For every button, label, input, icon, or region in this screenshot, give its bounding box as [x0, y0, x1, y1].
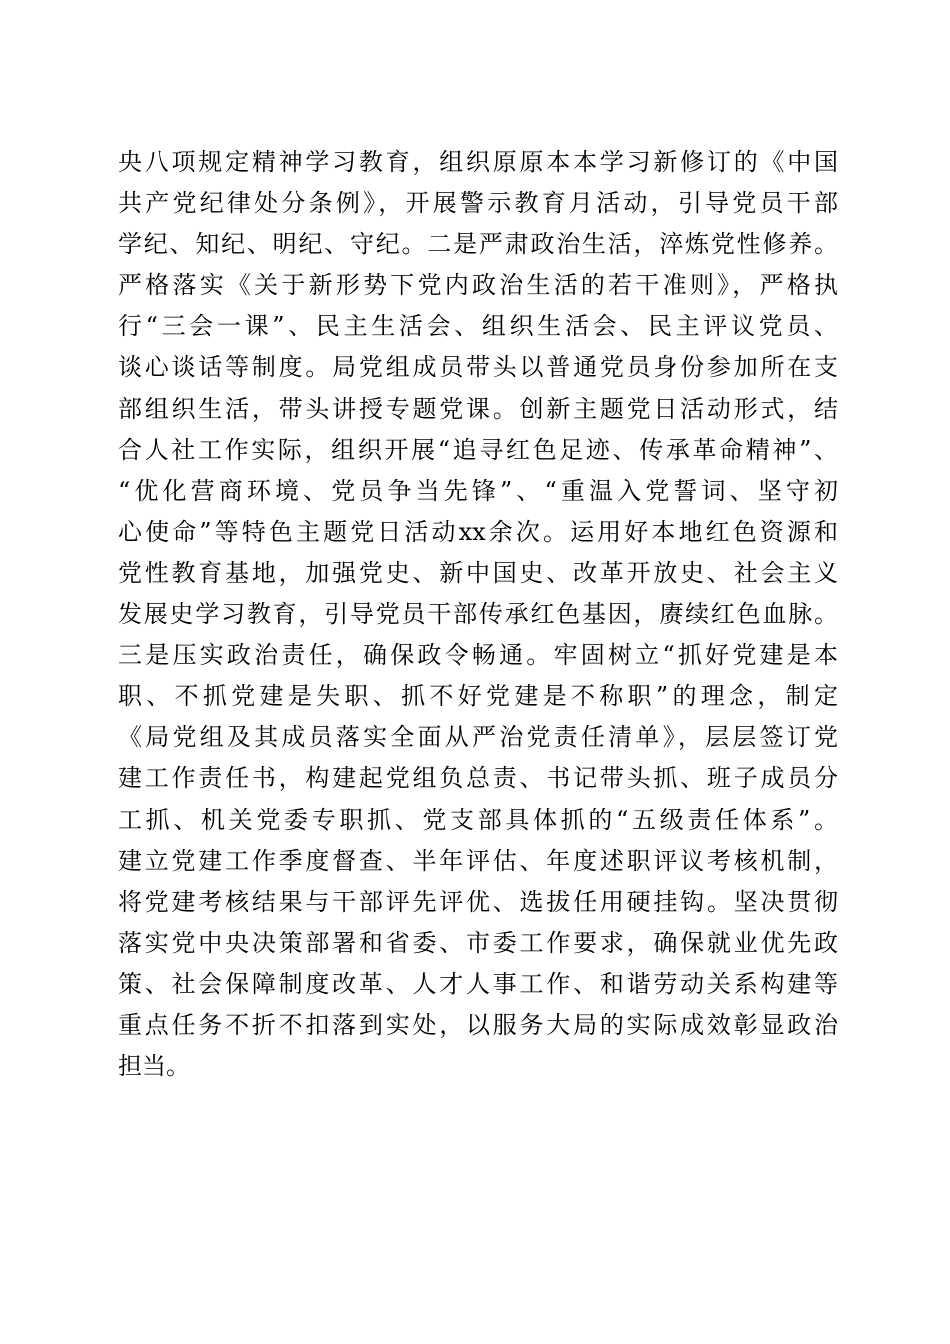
- text-line: “优化营商环境、党员争当先锋”、“重温入党誓词、坚守初: [118, 476, 838, 505]
- text-line: 《局党组及其成员落实全面从严治党责任清单》，层层签订党: [118, 723, 838, 752]
- text-line: 党性教育基地，加强党史、新中国史、改革开放史、社会主义: [118, 558, 838, 587]
- text-line-last: 担当。: [118, 1052, 190, 1081]
- text-line: 职、不抓党建是失职、抓不好党建是不称职”的理念，制定: [118, 682, 838, 711]
- text-line: 行“三会一课”、民主生活会、组织生活会、民主评议党员、: [118, 312, 838, 341]
- text-line: 部组织生活，带头讲授专题党课。创新主题党日活动形式，结: [118, 394, 838, 423]
- text-line: 心使命”等特色主题党日活动xx余次。运用好本地红色资源和: [118, 517, 838, 546]
- text-line: 共产党纪律处分条例》，开展警示教育月活动，引导党员干部: [118, 189, 838, 218]
- text-line: 建立党建工作季度督查、半年评估、年度述职评议考核机制，: [118, 846, 838, 875]
- text-line: 谈心谈话等制度。局党组成员带头以普通党员身份参加所在支: [118, 353, 838, 382]
- text-line: 合人社工作实际，组织开展“追寻红色足迹、传承革命精神”、: [118, 435, 838, 464]
- text-line: 重点任务不折不扣落到实处，以服务大局的实际成效彰显政治: [118, 1010, 838, 1039]
- text-line: 落实党中央决策部署和省委、市委工作要求，确保就业优先政: [118, 928, 838, 957]
- text-line: 学纪、知纪、明纪、守纪。二是严肃政治生活，淬炼党性修养。: [118, 230, 838, 259]
- text-line: 央八项规定精神学习教育，组织原原本本学习新修订的《中国: [118, 148, 838, 176]
- text-line: 将党建考核结果与干部评先评优、选拔任用硬挂钩。坚决贯彻: [118, 887, 838, 916]
- text-line: 发展史学习教育，引导党员干部传承红色基因，赓续红色血脉。: [118, 600, 838, 629]
- text-line: 工抓、机关党委专职抓、党支部具体抓的“五级责任体系”。: [118, 805, 838, 834]
- text-line: 策、社会保障制度改革、人才人事工作、和谐劳动关系构建等: [118, 969, 838, 998]
- text-line: 三是压实政治责任，确保政令畅通。牢固树立“抓好党建是本: [118, 641, 838, 670]
- text-line: 建工作责任书，构建起党组负总责、书记带头抓、班子成员分: [118, 764, 838, 793]
- text-line: 严格落实《关于新形势下党内政治生活的若干准则》，严格执: [118, 271, 838, 300]
- body-paragraph: [118, 142, 838, 1087]
